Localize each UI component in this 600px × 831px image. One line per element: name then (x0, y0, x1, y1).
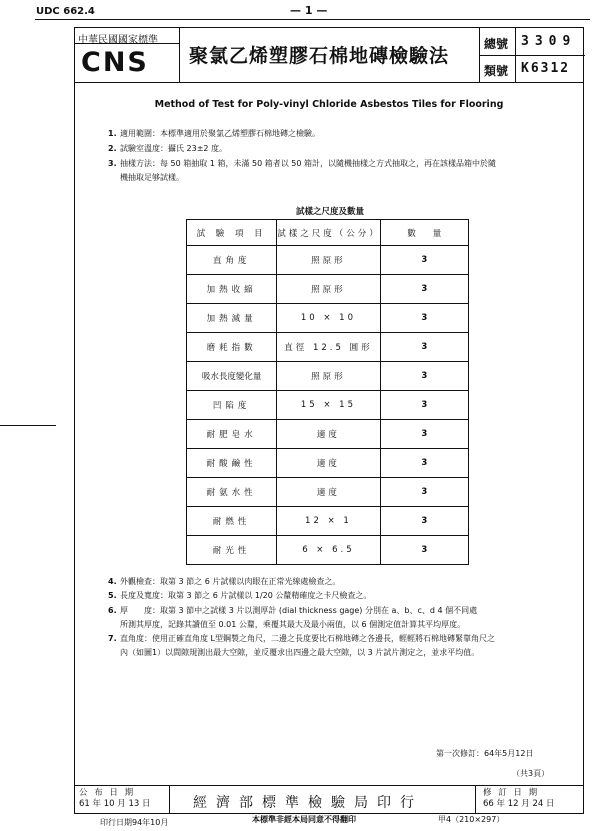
quantity: 3 (380, 362, 468, 391)
revise-date: 66 年 12 月 24 日 (483, 799, 555, 809)
quantity: 3 (380, 304, 468, 333)
top-rule (35, 19, 590, 20)
test-item: 加熱收縮 (187, 275, 277, 304)
specimen-size: 適度 (277, 478, 380, 507)
table-row (187, 536, 469, 565)
test-item: 耐肥皂水 (187, 420, 277, 449)
clause-2: 2. 試驗室溫度：攝氏 23±2 度。 (108, 144, 228, 153)
quantity: 3 (380, 478, 468, 507)
header-divider (179, 28, 180, 82)
footer-divider (475, 786, 476, 813)
clause-7-cont: 內（如圖1）以間隙規測出最大空隙，並反覆求出四邊之最大空隙，以 3 片試片測定之，並求平均值。 (120, 648, 480, 657)
table-row (187, 391, 469, 420)
publish-date: 61 年 10 月 13 日 (79, 799, 151, 809)
specimen-size: 6 × 6.5 (277, 536, 380, 565)
quantity: 3 (380, 275, 468, 304)
quantity: 3 (380, 420, 468, 449)
paper-size: 甲4（210×297） (438, 815, 505, 824)
test-item: 加熱減量 (187, 304, 277, 333)
quantity: 3 (380, 536, 468, 565)
standard-title-zh: 聚氯乙烯塑膠石棉地磚檢驗法 (189, 45, 450, 67)
footer-divider (169, 786, 170, 813)
clause-6: 6. 厚 度：取第 3 節中之試樣 3 片以測厚計 (dial thickness gage) 分別在 a、b、c、d 4 個不同處 (108, 606, 478, 615)
table-row (187, 246, 469, 275)
header-divider (479, 55, 585, 56)
class-number-value: K6312 (521, 61, 571, 76)
clause-6-cont: 所測其厚度，記錄其讀值至 0.01 公釐，乘覆其最大及最小兩值，以 6 個測定值計算其平均厚度。 (120, 620, 466, 629)
copyright-notice: 本標準非經本局同意不得翻印 (252, 815, 356, 824)
specimen-size: 適度 (277, 449, 380, 478)
frame-left (74, 83, 75, 801)
quantity: 3 (380, 333, 468, 362)
test-item: 耐氨水性 (187, 478, 277, 507)
revision-note: 第一次修訂：64年5月12日 (436, 749, 534, 758)
quantity: 3 (380, 246, 468, 275)
specimen-size: 照原形 (277, 362, 380, 391)
clause-3: 3. 抽樣方法：每 50 箱抽取 1 箱，未滿 50 箱者以 50 箱計，以隨機抽樣之方式抽取之，再在該樣品箱中於隨 (108, 159, 496, 168)
table-row (187, 420, 469, 449)
specimen-size: 12 × 1 (277, 507, 380, 536)
specimen-size: 適度 (277, 420, 380, 449)
table-row (187, 333, 469, 362)
table-row (187, 304, 469, 333)
frame-right (583, 83, 584, 801)
quantity: 3 (380, 391, 468, 420)
print-date: 印行日期94年10月 (100, 818, 169, 827)
table-row (187, 275, 469, 304)
revise-date-label: 修 訂 日 期 (483, 788, 540, 798)
clause-5: 5. 長度及寬度：取第 3 節之 6 片試樣以 1/20 公釐精確度之卡尺檢查之。 (108, 591, 372, 600)
margin-mark (0, 425, 56, 426)
test-item: 耐酸鹼性 (187, 449, 277, 478)
specimen-size: 10 × 10 (277, 304, 380, 333)
page-number: — 1 — (290, 4, 328, 17)
table-row (187, 362, 469, 391)
clause-3-cont: 機抽取足够試樣。 (120, 173, 184, 182)
table-row (187, 507, 469, 536)
organization-name: 中華民國國家標準 (78, 35, 158, 46)
clause-1: 1. 適用範圍：本標準適用於聚氯乙烯塑膠石棉地磚之檢驗。 (108, 129, 320, 138)
cns-logo-text: CNS (81, 47, 149, 78)
specimen-size: 直徑 12.5 圓形 (277, 333, 380, 362)
test-item: 耐光性 (187, 536, 277, 565)
clause-4: 4. 外觀檢查：取第 3 節之 6 片試樣以肉眼在正常光線處檢查之。 (108, 577, 341, 586)
publish-date-label: 公 布 日 期 (79, 788, 136, 798)
test-item: 磨耗指數 (187, 333, 277, 362)
quantity: 3 (380, 507, 468, 536)
issuer: 經濟部標準檢驗局印行 (193, 795, 423, 811)
table-row (187, 478, 469, 507)
specimen-table (186, 219, 469, 565)
header-box (74, 27, 584, 83)
header-cell: 試 驗 項 目 (187, 220, 277, 246)
standard-title-en: Method of Test for Poly-vinyl Chloride Asbestos Tiles for Flooring (154, 99, 504, 110)
quantity: 3 (380, 449, 468, 478)
header-cell: 試樣之尺度（公分） (277, 220, 380, 246)
specimen-size: 15 × 15 (277, 391, 380, 420)
header-cell: 數 量 (380, 220, 468, 246)
specimen-size: 照原形 (277, 246, 380, 275)
specimen-size: 照原形 (277, 275, 380, 304)
class-number-label: 類號 (484, 64, 509, 78)
test-item: 凹陷度 (187, 391, 277, 420)
table-caption: 試樣之尺度及數量 (295, 207, 364, 217)
table-header-row (187, 220, 469, 246)
test-item: 直角度 (187, 246, 277, 275)
total-number-value: 3309 (521, 34, 577, 49)
test-item: 吸水長度變化量 (187, 362, 277, 391)
clause-7: 7. 直角度：使用正確直角度 L型鋼製之角尺，二邊之長度要比石棉地磚之各邊長，輕輕將石棉地磚緊靠角尺之 (108, 634, 495, 643)
table-row (187, 449, 469, 478)
total-number-label: 總號 (484, 37, 509, 51)
page-count: （共3頁） (512, 769, 550, 778)
test-item: 耐燃性 (187, 507, 277, 536)
footer-box (74, 785, 584, 814)
udc-code: UDC 662.4 (36, 6, 95, 17)
